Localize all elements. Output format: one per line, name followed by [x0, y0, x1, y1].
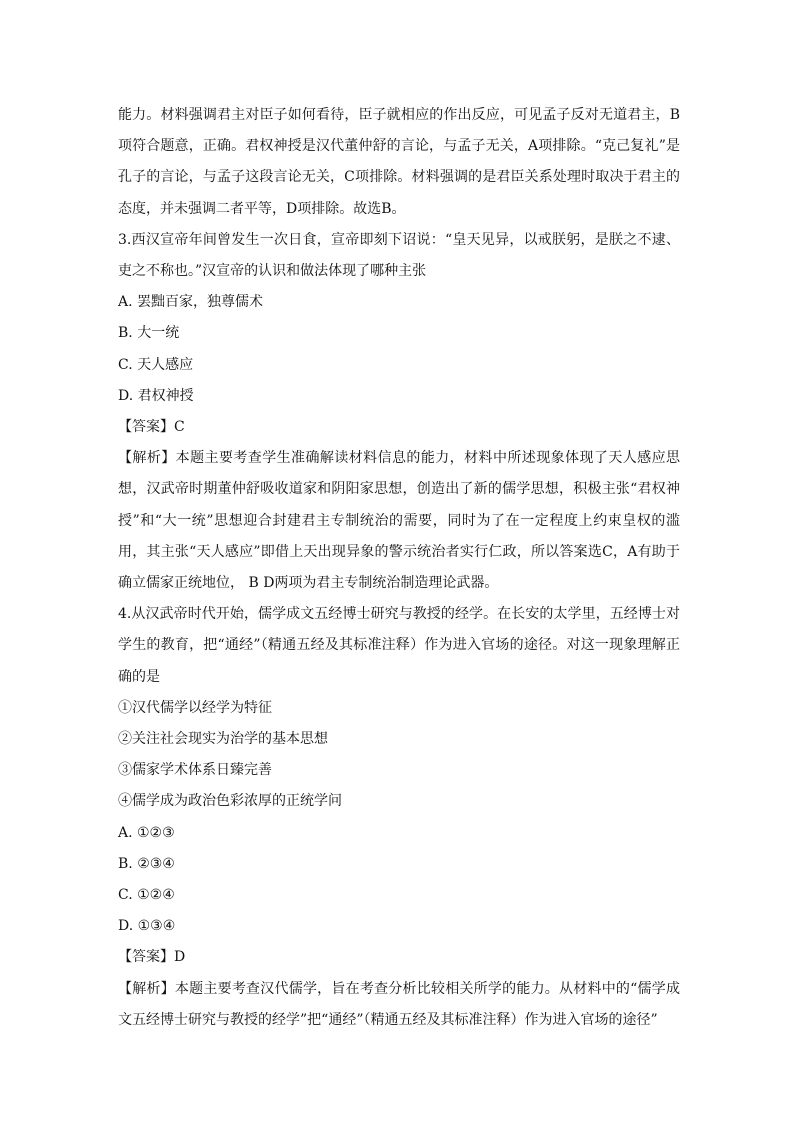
question-4-statement-4: ④儒学成为政治色彩浓厚的正统学问	[118, 793, 342, 810]
question-3-option-a: A. 罢黜百家，独尊儒术	[118, 294, 264, 311]
question-4-statement-1: ①汉代儒学以经学为特征	[118, 699, 272, 716]
question-4-explanation: 【解析】本题主要考查汉代儒学，旨在考查分析比较相关所学的能力。从材料中的“儒学成文五经博士研究与教授的经学”把“通经”（精通五经及其标准注释）作为进入官场的途径”	[118, 980, 680, 1028]
question-3-option-c: C. 天人感应	[118, 356, 194, 373]
question-4-option-d: D. ①③④	[118, 918, 176, 935]
question-3-stem: 3.西汉宣帝年间曾发生一次日食，宣帝即刻下诏说：“皇天见异，以戒朕躬，是朕之不逮、吏之不称也。”汉宣帝的认识和做法体现了哪种主张	[118, 231, 680, 280]
question-3-answer: 【答案】C	[118, 419, 185, 436]
question-4-statement-3: ③儒家学术体系日臻完善	[118, 762, 272, 779]
question-4-answer: 【答案】D	[118, 949, 186, 966]
document-body	[118, 100, 680, 1036]
explanation-continuation: 能力。材料强调君主对臣子如何看待，臣子就相应的作出反应，可见孟子反对无道君主，B项符合题意，正确。君权神授是汉代董仲舒的言论，与孟子无关，A项排除。“克己复礼”是孔子的言论，与孟子这段言论无关，C项排除。材料强调的是君臣关系处理时取决于君主的态度，并未强调二者平等，D项排除。故选B。	[118, 107, 680, 217]
question-3-option-d: D. 君权神授	[118, 387, 194, 404]
question-4-option-a: A. ①②③	[118, 824, 175, 841]
question-4-option-c: C. ①②④	[118, 887, 175, 904]
question-3-explanation: 【解析】本题主要考查学生准确解读材料信息的能力，材料中所述现象体现了天人感应思想，汉武帝时期董仲舒吸收道家和阴阳家思想，创造出了新的儒学思想，积极主张“君权神授”和“大一统”思想迎合封建君主专制统治的需要，同时为了在一定程度上约束皇权的滥用，其主张“天人感应”即借上天出现异象的警示统治者实行仁政，所以答案选C，A有助于确立儒家正统地位， B D两项为君主专制统治制造理论武器。	[118, 450, 680, 592]
question-4-option-b: B. ②③④	[118, 855, 175, 872]
question-4-statement-2: ②关注社会现实为治学的基本思想	[118, 731, 328, 748]
question-3-option-b: B. 大一统	[118, 325, 180, 342]
question-4-stem: 4.从汉武帝时代开始，儒学成文五经博士研究与教授的经学。在长安的太学里，五经博士对学生的教育，把“通经”（精通五经及其标准注释）作为进入官场的途径。对这一现象理解正确的是	[118, 606, 680, 685]
